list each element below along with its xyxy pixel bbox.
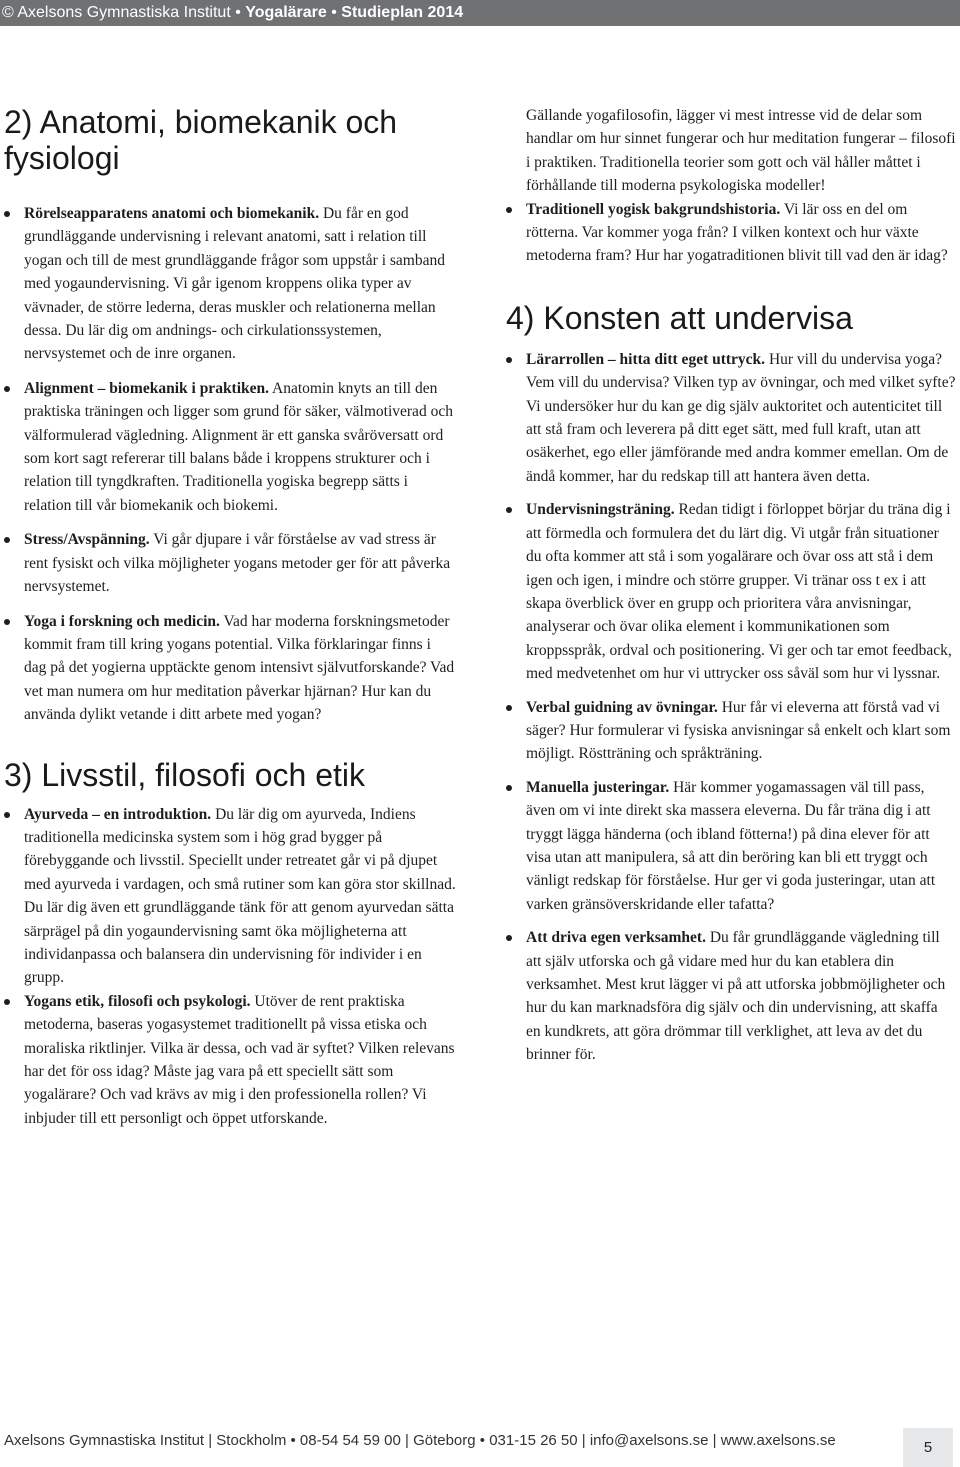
section-3-list <box>4 803 456 1131</box>
page-footer <box>0 1422 960 1467</box>
item-text: Vi går djupare i vår förståelse av vad stress är rent fysiskt och vilka möjligheter yogans metoder ger för att påverka nervsystemet. <box>24 531 451 596</box>
item-heading: Yoga i forskning och medicin. <box>24 612 220 630</box>
list-item <box>4 528 456 598</box>
bullet-icon <box>4 537 10 543</box>
item-heading: Yogans etik, filosofi och psykologi. <box>24 992 251 1010</box>
right-column <box>506 104 956 1067</box>
list-item <box>4 202 456 366</box>
item-heading: Ayurveda – en introduktion. <box>24 805 212 823</box>
list-item <box>4 377 456 517</box>
footer-contact-line: Axelsons Gymnastiska Institut | Stockholm • 08-54 54 59 00 | Göteborg • 031-15 26 50 | info@axelsons.se | www.axelsons.se <box>4 1432 836 1449</box>
header-separator: • <box>235 4 246 21</box>
list-item <box>506 926 956 1066</box>
bullet-icon <box>506 785 512 791</box>
section-4-title: 4) Konsten att undervisa <box>506 299 853 336</box>
section-3-title: 3) Livsstil, filosofi och etik <box>4 756 366 793</box>
section-2-list <box>4 202 456 727</box>
item-text: Du får grundläggande vägledning till att själv utforska och gå vidare med hur du kan etablera din verksamhet. Mest krut lägger vi på att utforska jobbmöjligheter och hur du kan marknadsföra dig själv och din undervisning, att skaffa en kundkrets, att göra drömmar till verklighet, att leva av det du brinner för. <box>526 929 946 1064</box>
item-text: Redan tidigt i förloppet börjar du träna dig i att förmedla och formulera det du lärt dig. Vi utgår från situationer du ofta kommer att stå i som yogalärare och övar oss att stå i dem igen och igen, i mindre och större grupper. Vi tränar oss t ex i att skapa överblick över en grupp och prioritera våra anvisningar, analyserar och övar olika element i kommunikationen som kroppsspråk, ordval och positionering. Vi ger och tar emot feedback, med medvetenhet om hur vi uttrycker oss såväl som hur vi lyssnar. <box>526 501 952 683</box>
header-program: Yogalärare <box>245 4 327 21</box>
bullet-icon <box>4 999 10 1005</box>
item-text: Vad har moderna forskningsmetoder kommit fram till kring yogans potential. Vilka förklaringar finns i dag på det yogierna upptäckte genom intensivt självutforskande? Vad vet man numera om hur meditation påverkar hjärnan? Hur kan du använda dylikt vetande i ditt arbete med yogan? <box>24 612 455 724</box>
list-item <box>506 696 956 766</box>
bullet-icon <box>506 507 512 513</box>
list-item <box>4 803 456 990</box>
list-item <box>4 610 456 727</box>
item-heading: Undervisningsträning. <box>526 501 675 519</box>
item-text: Du lär dig om ayurveda, Indiens traditionella medicinska system som i hög grad bygger på förebyggande och livsstil. Speciellt under retreatet går vi på djupet med ayurveda i vardagen, och små rutiner som kan göra stor skillnad. Du lär dig även ett grundläggande tänk för att genom ayurvedan sätta särprägel på din yogaundervisning samt öka möjligheterna att individanpassa och balansera din undervisning för individer i en grupp. <box>24 805 456 987</box>
list-item <box>4 990 456 1130</box>
list-item <box>506 348 956 488</box>
bullet-icon <box>4 619 10 625</box>
section-2-title: 2) Anatomi, biomekanik och fysiologi <box>4 104 398 176</box>
item-heading: Lärarrollen – hitta ditt eget uttryck. <box>526 350 766 368</box>
item-heading: Rörelseapparatens anatomi och biomekanik. <box>24 205 320 222</box>
header-separator: • <box>331 4 342 21</box>
item-text: Vi lär oss en del om rötterna. Var kommer yoga från? I vilken kontext och hur växte metoderna fram? Hur har yogatraditionen blivit till vad den är idag? <box>526 200 948 265</box>
item-text: Hur vill du undervisa yoga? Vem vill du undervisa? Vilken typ av övningar, och med vilket syfte? Vi undersöker hur du kan ge dig själv auktoritet och autenticitet till att stå fram och leverera på ditt eget sätt, med full kraft, utan att osäkerhet, ego eller jämförande med andra kommer emellan. Om de ändå kommer, har du redskap till att hantera även detta. <box>526 350 956 485</box>
header-bar <box>0 0 960 26</box>
left-column <box>4 104 456 1130</box>
bullet-icon <box>4 211 10 217</box>
list-item <box>506 198 956 268</box>
header-copyright: © Axelsons Gymnastiska Institut <box>2 4 231 21</box>
item-heading: Alignment – biomekanik i praktiken. <box>24 379 270 397</box>
bullet-icon <box>4 386 10 392</box>
intro-list <box>506 198 956 268</box>
bullet-icon <box>506 705 512 711</box>
item-text: Du får en god grundläggande undervisning i relevant anatomi, satt i relation till yogan och till de mest grundläggande frågor som uppstår i samband med yogaundervisning. Vi går igenom kroppens olika typer av vävnader, de större lederna, deras muskler och relationerna mellan dessa. Du lär dig om andnings- och cirkulationssystemen, nervsystemet och de inre organen. <box>24 205 445 363</box>
page-number: 5 <box>903 1428 953 1467</box>
list-item <box>506 776 956 916</box>
item-heading: Traditionell yogisk bakgrundshistoria. <box>526 200 781 218</box>
item-heading: Manuella justeringar. <box>526 778 670 796</box>
list-item <box>506 498 956 685</box>
bullet-icon <box>506 207 512 213</box>
item-heading: Att driva egen verksamhet. <box>526 929 706 947</box>
bullet-icon <box>4 812 10 818</box>
item-text: Utöver de rent praktiska metoderna, baseras yogasystemet traditionellt på vissa etiska och moraliska riktlinjer. Vilka är dessa, och vad är syftet? Vilken relevans har det för oss idag? Måste jag vara på ett speciellt sätt som yogalärare? Och vad krävs av mig i den professionella rollen? Vi inbjuder till ett personligt och öppet utforskande. <box>24 992 455 1127</box>
section-4-list <box>506 348 956 1067</box>
header-plan: Studieplan 2014 <box>341 4 464 21</box>
bullet-icon <box>506 935 512 941</box>
item-text: Hur får vi eleverna att förstå vad vi säger? Hur formulerar vi fysiska anvisningar så enkelt och klart som möjligt. Röstträning och språkträning. <box>526 698 951 763</box>
item-text: Här kommer yogamassagen väl till pass, även om vi inte direkt ska massera eleverna. Du får träna dig i att tryggt lägga händerna (och ibland fötterna!) på dina elever för att visa utan att manipulera, så att din beröring kan bli ett tryggt och vänligt redskap för förståelse. Hur ger vi goda justeringar, utan att varken gränsöverskridande eller tafatta? <box>526 778 936 913</box>
philosophy-intro: Gällande yogafilosofin, lägger vi mest intresse vid de delar som handlar om hur sinnet fungerar och hur meditation fungerar – filosofi i praktiken. Traditionella teorier som gott och väl håller måttet i förhållande till moderna psykologiska modeller! <box>526 107 956 195</box>
item-heading: Verbal guidning av övningar. <box>526 698 718 716</box>
item-heading: Stress/Avspänning. <box>24 531 150 549</box>
bullet-icon <box>506 357 512 363</box>
item-text: Anatomin knyts an till den praktiska träningen och ligger som grund för säker, välmotiverad och välformulerad vägledning. Alignment är ett ganska svåröversatt ord som kort sagt refererar till balans både i kroppens strukturer och i relation till tyngdkraften. Traditionella yogiska begrepp sätts i relation till vår biomekanik och biokemi. <box>24 379 453 514</box>
